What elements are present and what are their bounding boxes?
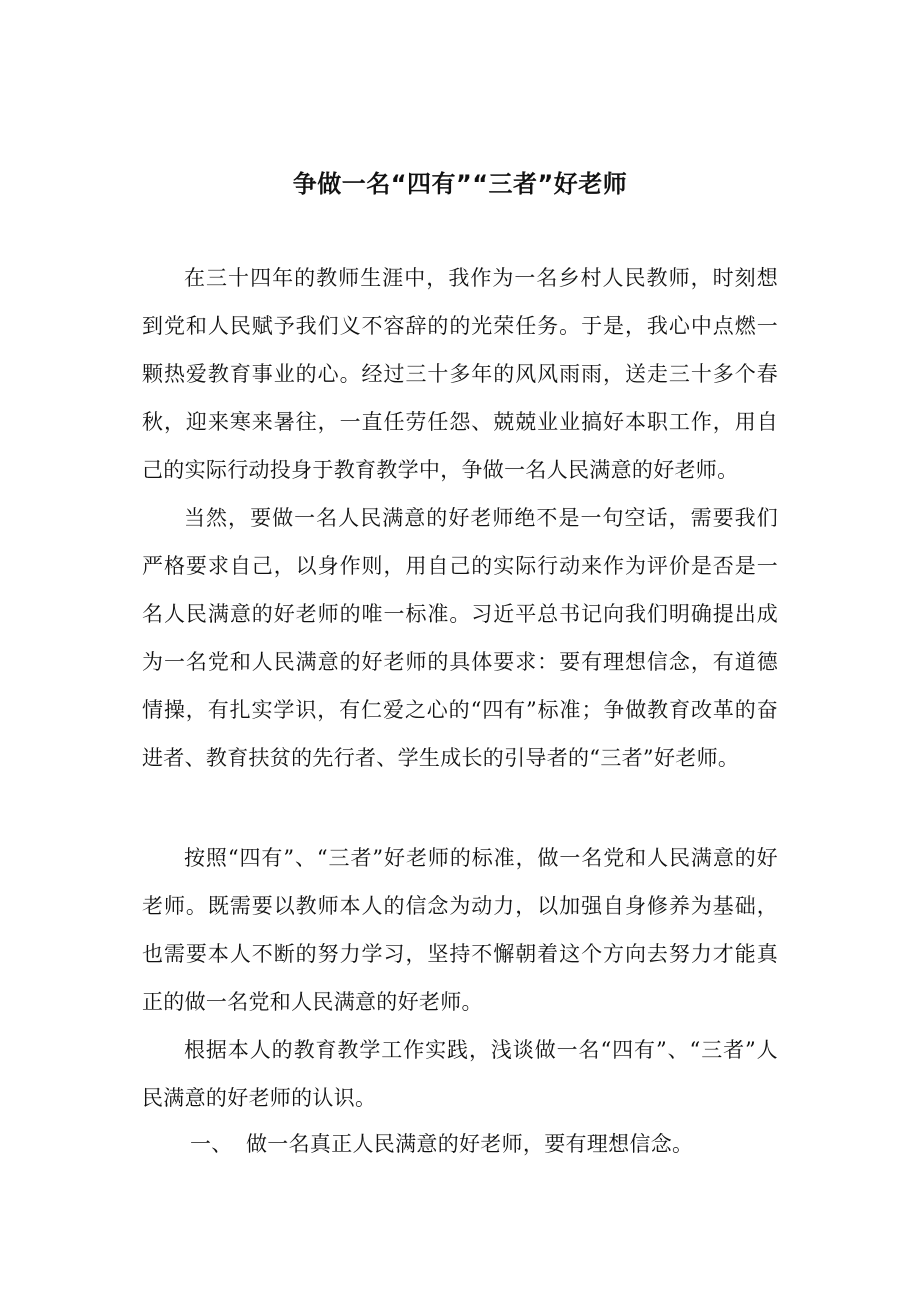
paragraph-3: 按照“四有”、“三者”好老师的标准，做一名党和人民满意的好老师。既需要以教师本人的信念为动力，以加强自身修养为基础，也需要本人不断的努力学习，坚持不懈朝着这个方向去努力才能真正的做一名党和人民满意的好老师。 [142, 846, 778, 1014]
section-heading [190, 1120, 693, 1168]
document-title: 争做一名“四有”“三者”好老师 [292, 170, 628, 198]
section-heading-number: 一、 [190, 1132, 233, 1156]
paragraph-1: 在三十四年的教师生涯中，我作为一名乡村人民教师，时刻想到党和人民赋予我们义不容辞的的光荣任务。于是，我心中点燃一颗热爱教育事业的心。经过三十多年的风风雨雨，送走三十多个春秋，迎来寒来暑往，一直任劳任怨、兢兢业业搞好本职工作，用自己的实际行动投身于教育教学中，争做一名人民满意的好老师。 [142, 266, 778, 482]
paragraph-4: 根据本人的教育教学工作实践，浅谈做一名“四有”、“三者”人民满意的好老师的认识。 [142, 1038, 778, 1110]
section-heading-text: 做一名真正人民满意的好老师，要有理想信念。 [246, 1132, 694, 1156]
paragraph-2: 当然，要做一名人民满意的好老师绝不是一句空话，需要我们严格要求自己，以身作则，用自己的实际行动来作为评价是否是一名人民满意的好老师的唯一标准。习近平总书记向我们明确提出成为一名党和人民满意的好老师的具体要求：要有理想信念，有道德情操，有扎实学识，有仁爱之心的“四有”标准；争做教育改革的奋进者、教育扶贫的先行者、学生成长的引导者的“三者”好老师。 [142, 506, 778, 770]
